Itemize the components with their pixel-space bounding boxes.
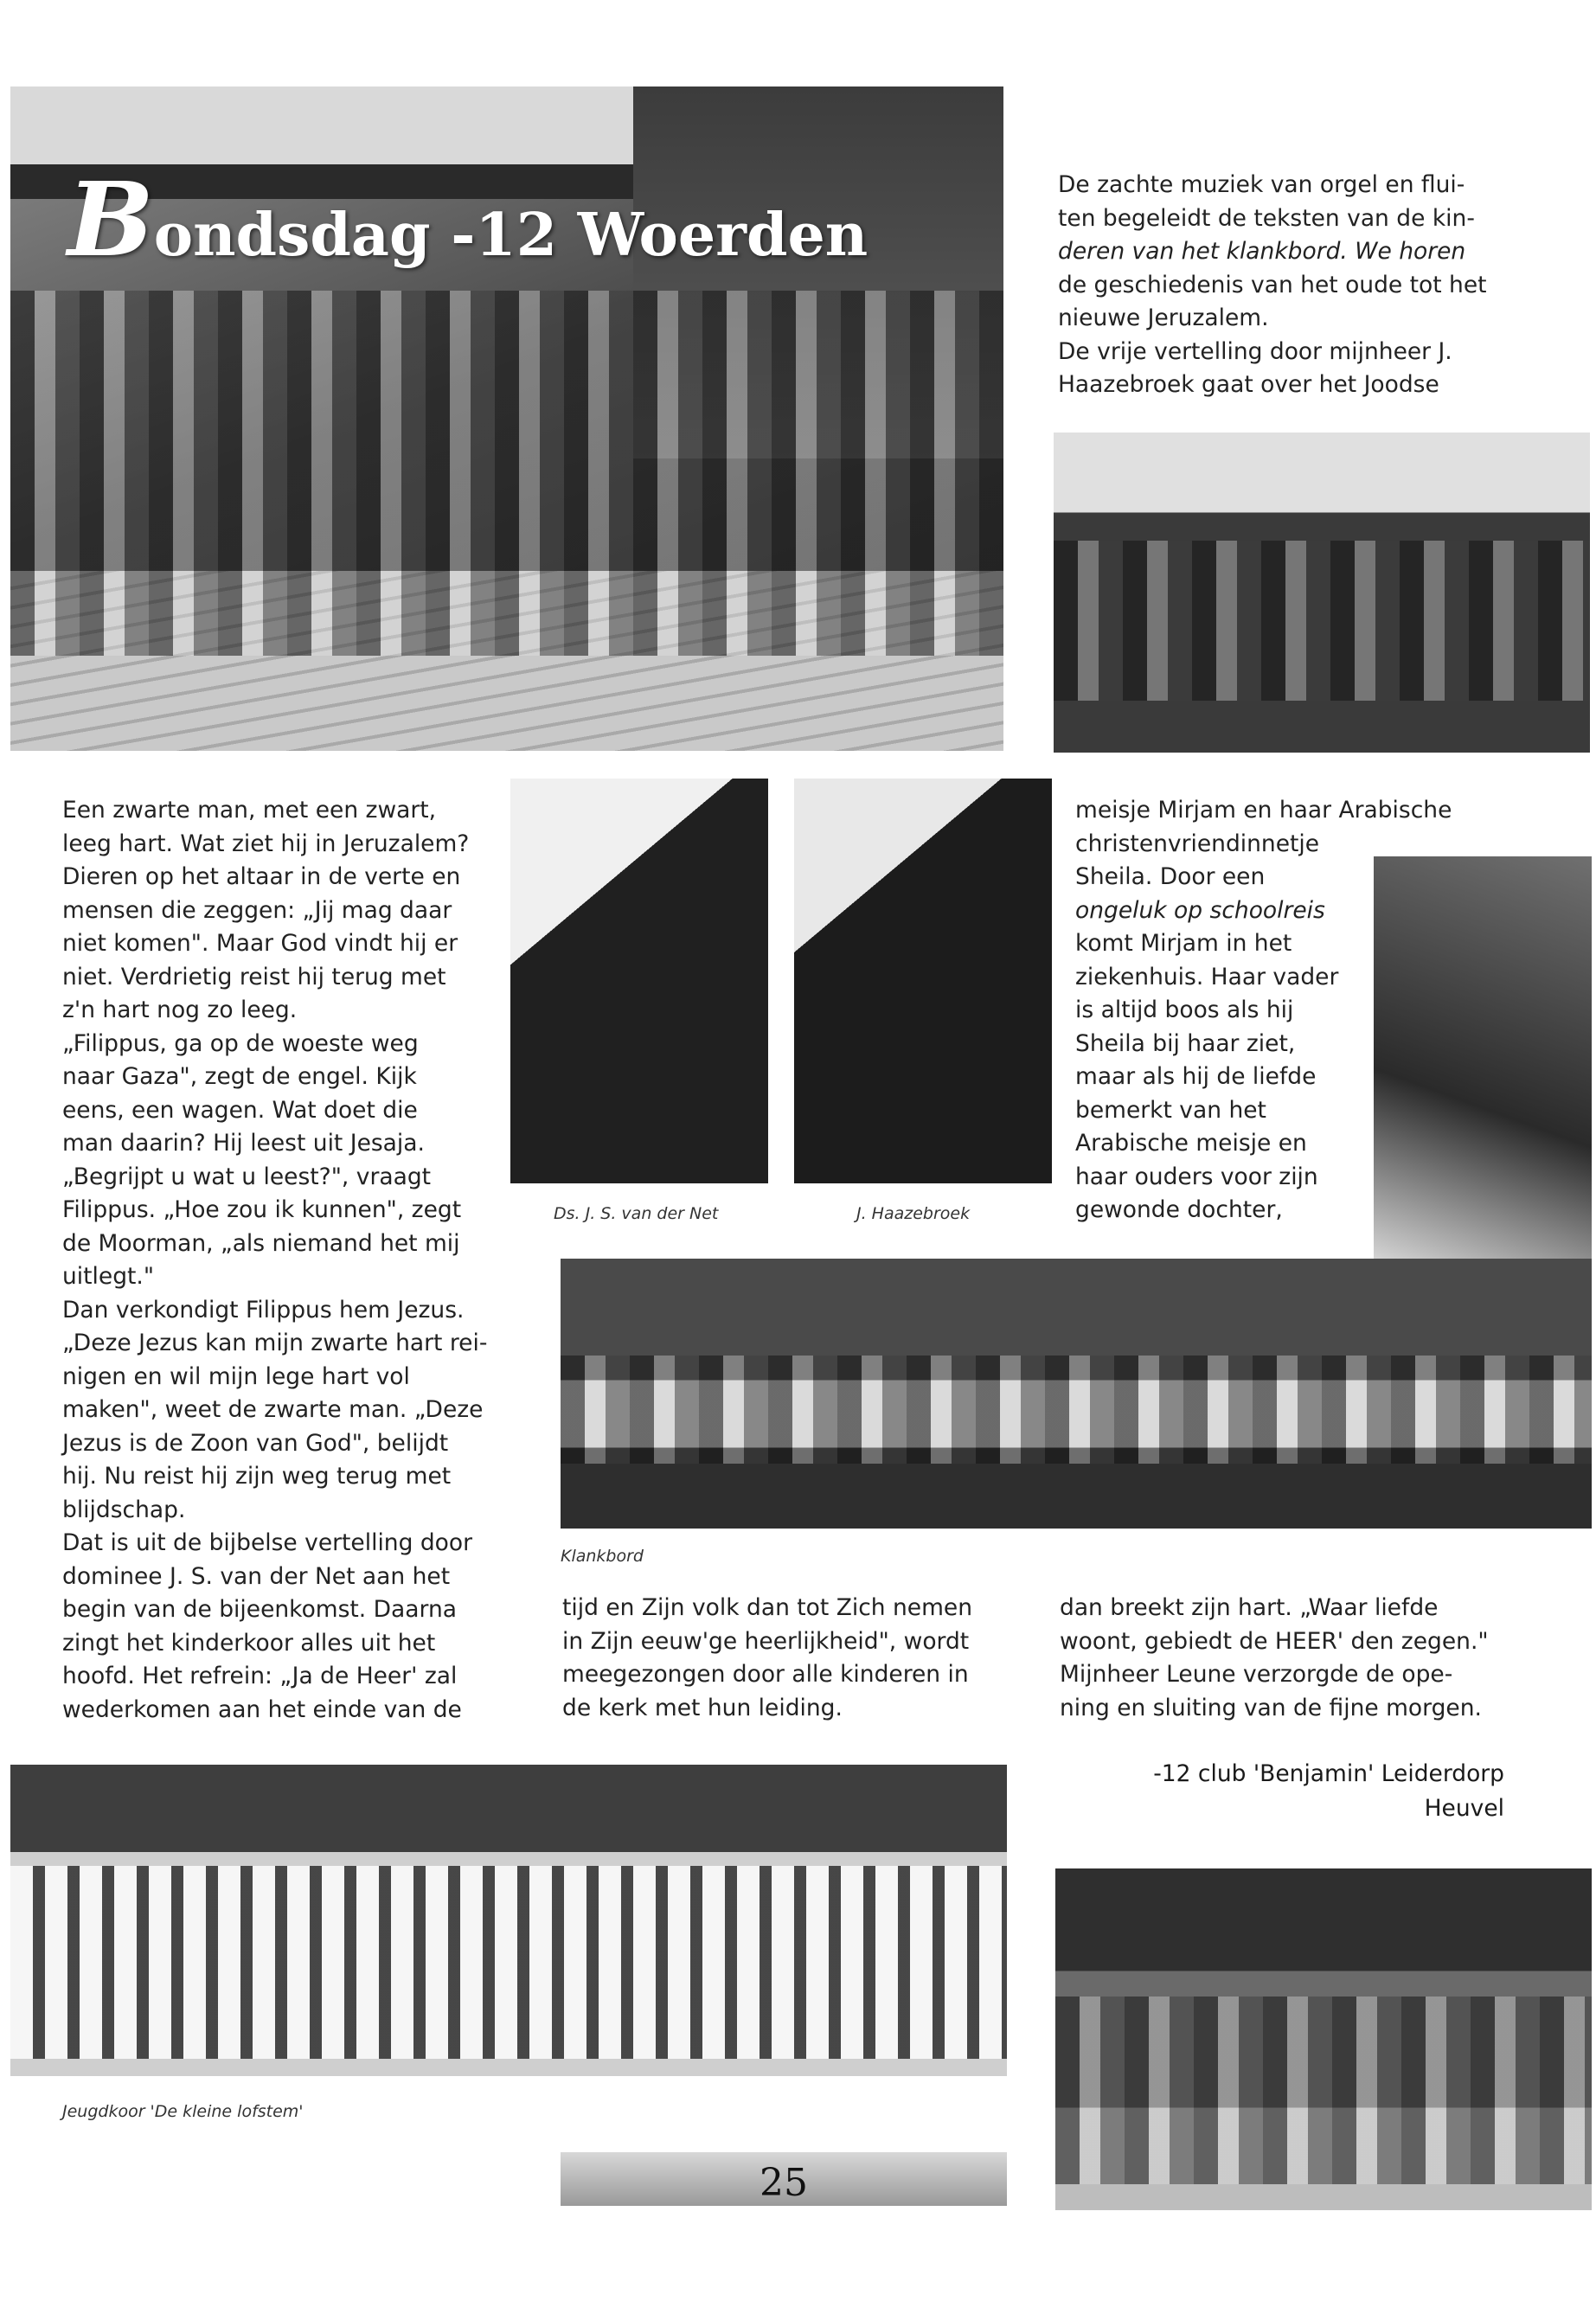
signature-line1: -12 club 'Benjamin' Leiderdorp [1153, 1760, 1504, 1787]
right-line: ongeluk op schoolreis [1075, 896, 1325, 924]
left-line: „Begrijpt u wat u leest?", vraagt [62, 1163, 432, 1190]
speaker-photo-haazebroek [794, 779, 1052, 1183]
right-line: Arabische meisje en [1075, 1130, 1307, 1157]
middle-bottom-text [562, 1592, 972, 1725]
left-line: niet komen". Maar God vindt hij er [62, 930, 458, 957]
right-line: Sheila bij haar ziet, [1075, 1029, 1296, 1057]
right-line: haar ouders voor zijn [1075, 1163, 1318, 1190]
page-number-bar [561, 2152, 1007, 2206]
right-line: maar als hij de liefde [1075, 1063, 1317, 1090]
left-line: wederkomen aan het einde van de [62, 1695, 462, 1723]
left-line: „Deze Jezus kan mijn zwarte hart rei- [62, 1330, 488, 1356]
right-bottom-line: dan breekt zijn hart. „Waar liefde [1060, 1594, 1439, 1621]
outdoor-group-photo [1055, 1868, 1592, 2210]
left-line: nigen en wil mijn lege hart vol [62, 1362, 410, 1390]
right-line: christenvriendinnetje [1075, 830, 1320, 857]
left-line: Jezus is de Zoon van God", belijdt [62, 1429, 449, 1457]
right-line: komt Mirjam in het [1075, 930, 1292, 957]
left-column-text [62, 794, 487, 1727]
right-bottom-text [1060, 1592, 1489, 1725]
stage-photo [561, 1259, 1592, 1529]
intro-line: Haazebroek gaat over het Joodse [1058, 371, 1439, 398]
intro-line: de geschiedenis van het oude tot het [1058, 271, 1487, 298]
right-bottom-line: woont, gebiedt de HEER' den zegen." [1060, 1627, 1489, 1655]
left-line: de Moorman, „als niemand het mij [62, 1229, 460, 1257]
right-line: meisje Mirjam en haar Arabische [1075, 797, 1452, 824]
left-line: zingt het kinderkoor alles uit het [62, 1629, 436, 1657]
caption-speaker2: J. Haazebroek [856, 1204, 971, 1223]
middle-line: in Zijn eeuw'ge heerlijkheid", wordt [562, 1627, 970, 1655]
page-number: 25 [760, 2161, 808, 2205]
middle-line: tijd en Zijn volk dan tot Zich nemen [562, 1594, 973, 1621]
right-column-text [1075, 794, 1452, 1227]
right-line: is altijd boos als hij [1075, 997, 1294, 1023]
left-line: Dieren op het altaar in de verte en [62, 863, 461, 890]
right-bottom-line: ning en sluiting van de fijne morgen. [1060, 1694, 1482, 1721]
intro-line: deren van het klankbord. We horen [1058, 238, 1466, 265]
left-line: leeg hart. Wat ziet hij in Jeruzalem? [62, 830, 470, 857]
left-line: naar Gaza", zegt de engel. Kijk [62, 1063, 417, 1090]
middle-line: meegezongen door alle kinderen in [562, 1661, 969, 1688]
right-bottom-line: Mijnheer Leune verzorgde de ope- [1060, 1661, 1453, 1688]
intro-text [1058, 169, 1487, 402]
title-rest: ondsdag -12 Woerden [153, 201, 869, 270]
title-initial: B [67, 159, 154, 279]
page-title [67, 159, 869, 279]
left-line: hoofd. Het refrein: „Ja de Heer' zal [62, 1663, 458, 1689]
right-line: bemerkt van het [1075, 1096, 1266, 1124]
left-line: z'n hart nog zo leeg. [62, 997, 298, 1023]
left-line: Dan verkondigt Filippus hem Jezus. [62, 1296, 465, 1324]
left-line: Dat is uit de bijbelse vertelling door [62, 1529, 472, 1556]
caption-speaker1: Ds. J. S. van der Net [554, 1204, 719, 1223]
left-line: begin van de bijeenkomst. Daarna [62, 1596, 457, 1623]
left-line: dominee J. S. van der Net aan het [62, 1562, 451, 1590]
left-line: Filippus. „Hoe zou ik kunnen", zegt [62, 1196, 462, 1223]
church-interior-photo [1054, 433, 1590, 753]
left-line: uitlegt." [62, 1263, 155, 1290]
right-line: Sheila. Door een [1075, 863, 1266, 890]
right-line: gewonde dochter, [1075, 1196, 1283, 1223]
choir-photo [10, 1765, 1007, 2076]
left-line: eens, een wagen. Wat doet die [62, 1096, 418, 1124]
left-line: maken", weet de zwarte man. „Deze [62, 1396, 484, 1423]
intro-line: ten begeleidt de teksten van de kin- [1058, 204, 1475, 232]
intro-line: nieuwe Jeruzalem. [1058, 304, 1269, 331]
left-line: man daarin? Hij leest uit Jesaja. [62, 1130, 425, 1157]
caption-choir: Jeugdkoor 'De kleine lofstem' [62, 2102, 304, 2121]
caption-stage: Klankbord [561, 1547, 644, 1566]
intro-line: De vrije vertelling door mijnheer J. [1058, 337, 1452, 365]
left-line: niet. Verdrietig reist hij terug met [62, 963, 446, 990]
left-line: mensen die zeggen: „Jij mag daar [62, 896, 452, 924]
middle-line: de kerk met hun leiding. [562, 1694, 843, 1721]
left-line: hij. Nu reist hij zijn weg terug met [62, 1463, 452, 1490]
left-line: Een zwarte man, met een zwart, [62, 797, 437, 824]
right-line: ziekenhuis. Haar vader [1075, 963, 1339, 990]
left-line: blijdschap. [62, 1496, 186, 1523]
speaker-photo-van-der-net [510, 779, 768, 1183]
intro-line: De zachte muziek van orgel en flui- [1058, 171, 1465, 198]
signature-line2: Heuvel [1424, 1795, 1504, 1822]
left-line: „Filippus, ga op de woeste weg [62, 1029, 419, 1057]
